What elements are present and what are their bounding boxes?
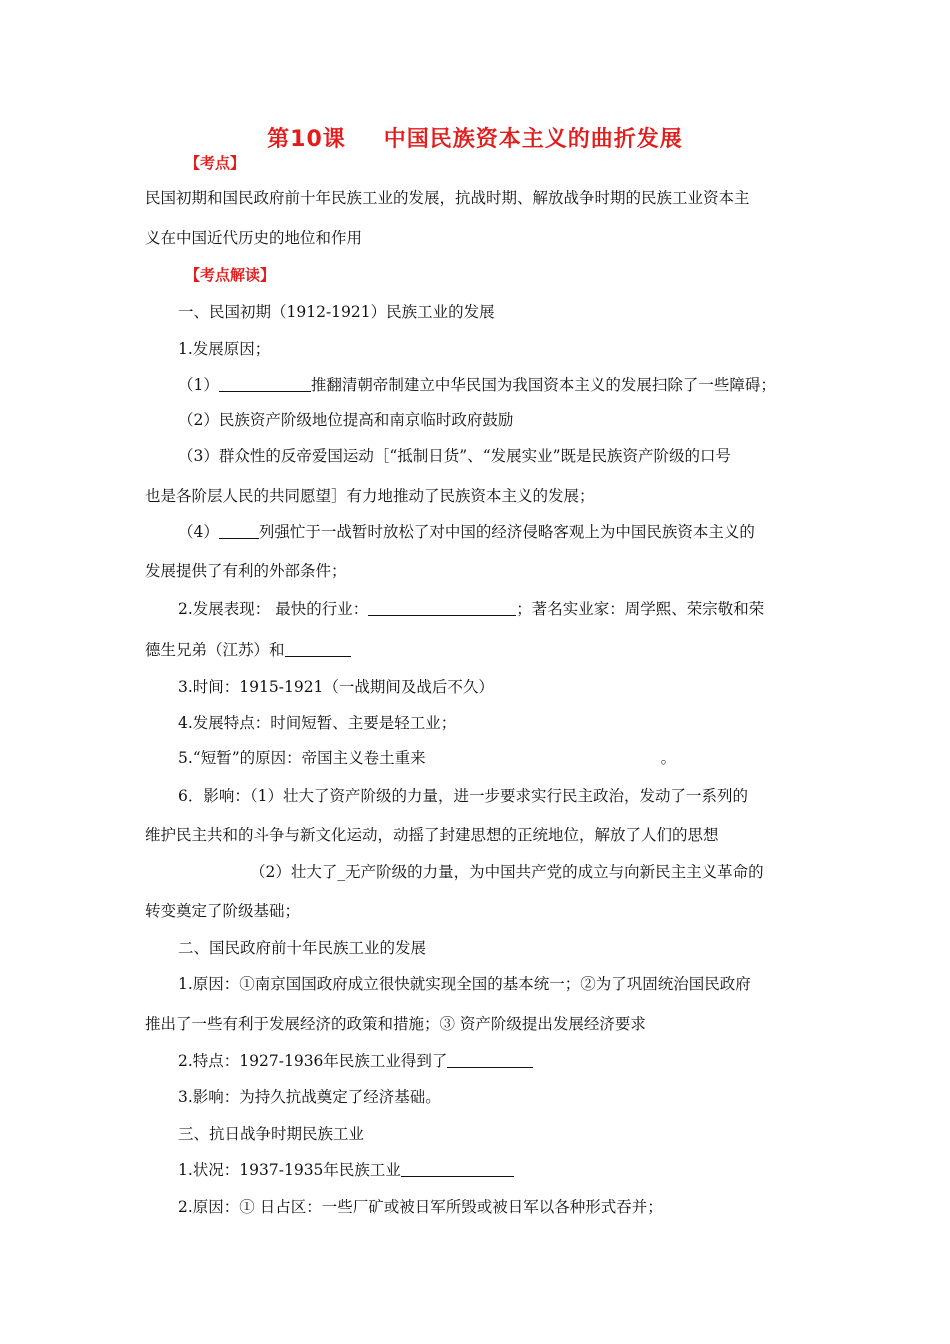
part2-effect: 3.影响：为持久抗战奠定了经济基础。: [178, 1088, 441, 1106]
show-line-2: [145, 640, 351, 660]
effect-d: 转变奠定了阶级基础；: [145, 902, 301, 920]
show-line: [178, 599, 764, 619]
lesson-number: 第10课: [267, 127, 346, 152]
blank-1[interactable]: [219, 375, 311, 392]
reason-2: （2）民族资产阶级地位提高和南京临时政府鼓励: [178, 411, 514, 429]
intro-line-1: 民国初期和国民政府前十年民族工业的发展，抗战时期、解放战争时期的民族工业资本主: [145, 189, 750, 207]
effect-c: （2）壮大了_无产阶级的力量，为中国共产党的成立与向新民主主义革命的: [250, 863, 764, 881]
time-line: 3.时间：1915-1921（一战期间及战后不久）: [178, 678, 494, 696]
short-reason: 5.“短暂”的原因：帝国主义卷土重来: [178, 749, 426, 767]
effect-a: 6．影响：（1）壮大了资产阶级的力量，进一步要求实行民主政治，发动了一系列的: [178, 787, 748, 805]
page-title: [0, 122, 950, 153]
part3-heading: 三、抗日战争时期民族工业: [178, 1125, 365, 1143]
reason-1-text: 推翻清朝帝制建立中华民国为我国资本主义的发展扫除了一些障碍；: [310, 376, 776, 394]
part2-reason-b: 推出了一些有利于发展经济的政策和措施；③ 资产阶级提出发展经济要求: [145, 1015, 646, 1033]
part2-feature: [178, 1051, 533, 1071]
reason-3-b: 也是各阶层人民的共同愿望］有力地推动了民族资本主义的发展；: [145, 487, 595, 505]
short-reason-line: [178, 748, 676, 768]
reason-4-b: 发展提供了有利的外部条件；: [145, 562, 347, 580]
part2-heading: 二、国民政府前十年民族工业的发展: [178, 939, 427, 957]
reason-4-text: 列强忙于一战暂时放松了对中国的经济侵略客观上为中国民族资本主义的: [258, 523, 755, 541]
part3-reason: 2.原因：① 日占区：一些厂矿或被日军所毁或被日军以各种形式吞并；: [178, 1198, 663, 1216]
part1-heading: 一、民国初期（1912-1921）民族工业的发展: [178, 303, 495, 321]
reason-1: [178, 375, 776, 395]
short-end: 。: [660, 749, 677, 767]
feature-line: 4.发展特点：时间短暂、主要是轻工业；: [178, 714, 457, 732]
section-jiedu: 【考点解读】: [185, 266, 276, 284]
reason-4: [178, 522, 755, 542]
part3-status: [178, 1160, 514, 1180]
blank-5[interactable]: [447, 1051, 533, 1068]
reason-1-num: （1）: [178, 376, 219, 394]
show-b: ；著名实业家：周学熙、荣宗敬和荣: [516, 600, 765, 618]
part3-status-text: 1.状况：1937-1935年民族工业: [178, 1161, 401, 1179]
blank-4[interactable]: [285, 640, 351, 657]
show-c: 德生兄弟（江苏）和: [145, 641, 285, 659]
reason-4-num: （4）: [178, 523, 219, 541]
part1-reason-title: 1.发展原因；: [178, 340, 271, 358]
show-a: 2.发展表现： 最快的行业：: [178, 600, 369, 618]
reason-3-a: （3）群众性的反帝爱国运动［“抵制日货”、“发展实业”既是民族资产阶级的口号: [178, 447, 732, 465]
part2-feature-text: 2.特点：1927-1936年民族工业得到了: [178, 1052, 448, 1070]
blank-6[interactable]: [401, 1160, 514, 1177]
section-kaodian: 【考点】: [185, 154, 246, 172]
blank-2[interactable]: [219, 522, 259, 539]
blank-3[interactable]: [368, 599, 516, 616]
lesson-title: 中国民族资本主义的曲折发展: [383, 127, 683, 152]
part2-reason-a: 1.原因：①南京国国政府成立很快就实现全国的基本统一；②为了巩固统治国民政府: [178, 975, 751, 993]
intro-line-2: 义在中国近代历史的地位和作用: [145, 229, 363, 247]
effect-b: 维护民主共和的斗争与新文化运动，动摇了封建思想的正统地位，解放了人们的思想: [145, 826, 719, 844]
